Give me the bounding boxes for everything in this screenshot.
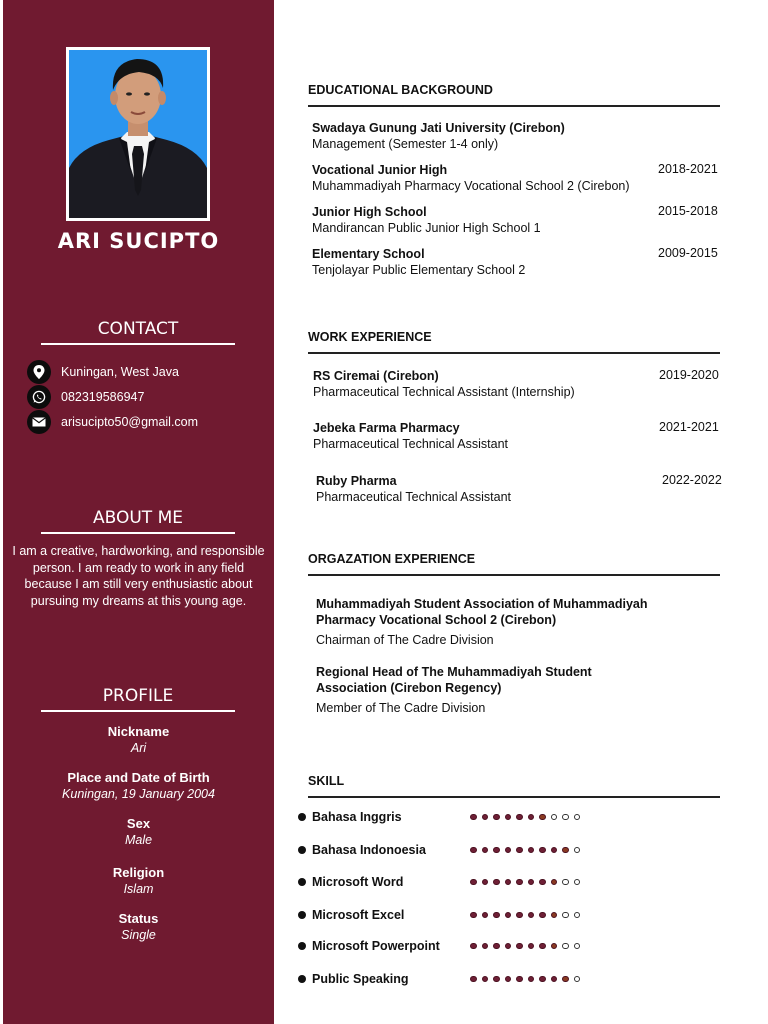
entry-title: Vocational Junior High bbox=[312, 163, 448, 177]
bullet-icon bbox=[298, 942, 306, 950]
work-entry bbox=[316, 473, 736, 506]
skill-heading: SKILL bbox=[308, 774, 720, 798]
profile-nickname bbox=[3, 724, 274, 755]
contact-phone bbox=[27, 385, 144, 409]
rating-dot-empty bbox=[574, 912, 581, 919]
entry-detail: Pharmaceutical Technical Assistant bbox=[313, 437, 509, 451]
rating-dot-filled bbox=[470, 879, 477, 886]
about-text: I am a creative, hardworking, and responsible person. I am ready to work in any field because I am still very enthusiastic about pursuing my dreams at this young age. bbox=[12, 544, 265, 608]
entry-detail: Pharmaceutical Technical Assistant bbox=[316, 490, 512, 504]
skill-rating bbox=[470, 842, 580, 858]
rating-dot-filled bbox=[493, 814, 500, 821]
entry-title: RS Ciremai (Cirebon) bbox=[313, 369, 439, 383]
work-heading: WORK EXPERIENCE bbox=[308, 330, 720, 354]
entry-title: Swadaya Gunung Jati University (Cirebon) bbox=[312, 121, 565, 135]
skill-rating bbox=[470, 907, 580, 923]
bullet-icon bbox=[298, 911, 306, 919]
skill-rating bbox=[470, 874, 580, 890]
bullet-icon bbox=[298, 813, 306, 821]
bullet-icon bbox=[298, 975, 306, 983]
profile-label: Place and Date of Birth bbox=[67, 770, 210, 785]
rating-dot-filled bbox=[539, 943, 546, 950]
skill-row bbox=[298, 938, 440, 954]
rating-dot-empty bbox=[562, 912, 569, 919]
organization-entry bbox=[316, 596, 736, 649]
rating-dot-filled bbox=[539, 912, 546, 919]
skill-name: Bahasa Indonoesia bbox=[312, 843, 426, 857]
mail-icon bbox=[27, 410, 51, 434]
profile-value: Ari bbox=[130, 741, 147, 755]
entry-years: 2021-2021 bbox=[659, 420, 719, 434]
rating-dot-empty bbox=[574, 847, 581, 854]
contact-heading: CONTACT bbox=[41, 319, 235, 345]
rating-dot-filled bbox=[539, 847, 546, 854]
rating-dot-filled bbox=[528, 912, 535, 919]
entry-title: Elementary School bbox=[312, 247, 425, 261]
skill-row bbox=[298, 842, 426, 858]
rating-dot-filled bbox=[470, 912, 477, 919]
rating-dot-filled bbox=[505, 814, 512, 821]
education-entry bbox=[312, 204, 732, 237]
profile-value: Kuningan, 19 January 2004 bbox=[62, 787, 215, 801]
contact-phone-text: 082319586947 bbox=[61, 390, 145, 404]
person-name: ARI SUCIPTO bbox=[57, 229, 220, 253]
entry-detail: Management (Semester 1-4 only) bbox=[312, 137, 499, 151]
rating-dot-filled bbox=[528, 976, 535, 983]
organization-heading: ORGAZATION EXPERIENCE bbox=[308, 552, 720, 576]
skill-row bbox=[298, 874, 403, 890]
education-heading: EDUCATIONAL BACKGROUND bbox=[308, 83, 720, 107]
whatsapp-icon bbox=[27, 385, 51, 409]
entry-title-line2: Association (Cirebon Regency) bbox=[316, 681, 502, 695]
entry-years: 2009-2015 bbox=[658, 246, 718, 260]
rating-dot-filled bbox=[539, 879, 546, 886]
rating-dot-filled bbox=[516, 912, 523, 919]
portrait-image bbox=[69, 50, 207, 218]
rating-dot-empty bbox=[574, 943, 581, 950]
education-entry bbox=[312, 246, 732, 279]
rating-dot-filled bbox=[516, 943, 523, 950]
bullet-icon bbox=[298, 878, 306, 886]
entry-years: 2022-2022 bbox=[662, 473, 722, 487]
skill-row bbox=[298, 971, 409, 987]
profile-value: Single bbox=[121, 928, 156, 942]
entry-detail: Member of The Cadre Division bbox=[316, 701, 486, 715]
rating-dot-filled bbox=[493, 879, 500, 886]
organization-entry bbox=[316, 664, 736, 717]
profile-status bbox=[3, 911, 274, 942]
contact-email bbox=[27, 410, 198, 434]
entry-title-line1: Muhammadiyah Student Association of Muhammadiyah bbox=[316, 597, 648, 611]
entry-detail: Pharmaceutical Technical Assistant (Internship) bbox=[313, 385, 575, 399]
sidebar bbox=[3, 0, 274, 1024]
rating-dot-filled bbox=[470, 814, 477, 821]
rating-dot-filled bbox=[482, 976, 489, 983]
profile-heading: PROFILE bbox=[41, 686, 235, 712]
skill-name: Microsoft Word bbox=[312, 875, 404, 889]
rating-dot-filled bbox=[482, 943, 489, 950]
contact-email-text: arisucipto50@gmail.com bbox=[61, 415, 199, 429]
rating-dot-filled bbox=[516, 879, 523, 886]
skill-name: Microsoft Excel bbox=[312, 908, 405, 922]
rating-dot-filled bbox=[562, 847, 569, 854]
rating-dot-filled bbox=[516, 976, 523, 983]
location-pin-icon bbox=[27, 360, 51, 384]
profile-label: Status bbox=[118, 911, 159, 926]
rating-dot-empty bbox=[574, 976, 581, 983]
about-heading: ABOUT ME bbox=[41, 508, 235, 534]
skill-name: Public Speaking bbox=[312, 972, 409, 986]
rating-dot-filled bbox=[516, 847, 523, 854]
rating-dot-empty bbox=[562, 943, 569, 950]
entry-title-line1: Regional Head of The Muhammadiyah Student bbox=[316, 665, 592, 679]
profile-birth bbox=[3, 770, 274, 801]
entry-title-line2: Pharmacy Vocational School 2 (Cirebon) bbox=[316, 613, 557, 627]
education-entry bbox=[312, 120, 732, 153]
rating-dot-filled bbox=[528, 943, 535, 950]
profile-label: Nickname bbox=[107, 724, 170, 739]
skill-name: Bahasa Inggris bbox=[312, 810, 402, 824]
rating-dot-filled bbox=[482, 879, 489, 886]
rating-dot-filled bbox=[505, 912, 512, 919]
entry-detail: Mandirancan Public Junior High School 1 bbox=[312, 221, 541, 235]
profile-label: Religion bbox=[112, 865, 165, 880]
education-entry bbox=[312, 162, 732, 195]
rating-dot-filled bbox=[505, 943, 512, 950]
rating-dot-empty bbox=[562, 879, 569, 886]
entry-years: 2015-2018 bbox=[658, 204, 718, 218]
entry-years: 2019-2020 bbox=[659, 368, 719, 382]
rating-dot-filled bbox=[562, 976, 569, 983]
profile-photo bbox=[66, 47, 210, 221]
rating-dot-filled bbox=[482, 814, 489, 821]
rating-dot-filled bbox=[493, 943, 500, 950]
rating-dot-filled bbox=[493, 847, 500, 854]
rating-dot-empty bbox=[562, 814, 569, 821]
rating-dot-filled bbox=[470, 976, 477, 983]
rating-dot-empty bbox=[551, 814, 558, 821]
skill-row bbox=[298, 907, 404, 923]
entry-title: Jebeka Farma Pharmacy bbox=[313, 421, 460, 435]
rating-dot-filled bbox=[551, 879, 558, 886]
profile-value: Islam bbox=[123, 882, 154, 896]
rating-dot-filled bbox=[505, 847, 512, 854]
work-entry bbox=[313, 420, 733, 453]
rating-dot-filled bbox=[528, 847, 535, 854]
entry-years: 2018-2021 bbox=[658, 162, 718, 176]
rating-dot-filled bbox=[470, 943, 477, 950]
profile-value: Male bbox=[124, 833, 153, 847]
skill-rating bbox=[470, 971, 580, 987]
rating-dot-filled bbox=[551, 847, 558, 854]
rating-dot-filled bbox=[551, 943, 558, 950]
rating-dot-filled bbox=[528, 814, 535, 821]
profile-religion bbox=[3, 865, 274, 896]
rating-dot-filled bbox=[482, 912, 489, 919]
profile-label: Sex bbox=[126, 816, 151, 831]
contact-location-text: Kuningan, West Java bbox=[61, 365, 179, 379]
skill-rating bbox=[470, 809, 580, 825]
rating-dot-filled bbox=[470, 847, 477, 854]
skill-name: Microsoft Powerpoint bbox=[312, 939, 440, 953]
entry-title: Ruby Pharma bbox=[316, 474, 397, 488]
work-entry bbox=[313, 368, 733, 401]
rating-dot-filled bbox=[505, 976, 512, 983]
rating-dot-filled bbox=[505, 879, 512, 886]
rating-dot-filled bbox=[516, 814, 523, 821]
skill-row bbox=[298, 809, 402, 825]
entry-title: Junior High School bbox=[312, 205, 427, 219]
rating-dot-filled bbox=[551, 976, 558, 983]
entry-detail: Chairman of The Cadre Division bbox=[316, 633, 494, 647]
entry-detail: Tenjolayar Public Elementary School 2 bbox=[312, 263, 526, 277]
contact-location bbox=[27, 360, 179, 384]
rating-dot-filled bbox=[539, 976, 546, 983]
profile-sex bbox=[3, 816, 274, 847]
skill-rating bbox=[470, 938, 580, 954]
rating-dot-empty bbox=[574, 879, 581, 886]
entry-detail: Muhammadiyah Pharmacy Vocational School 2 (Cirebon) bbox=[312, 179, 630, 193]
rating-dot-empty bbox=[574, 814, 581, 821]
rating-dot-filled bbox=[528, 879, 535, 886]
rating-dot-filled bbox=[482, 847, 489, 854]
rating-dot-filled bbox=[493, 976, 500, 983]
bullet-icon bbox=[298, 846, 306, 854]
rating-dot-filled bbox=[551, 912, 558, 919]
rating-dot-filled bbox=[493, 912, 500, 919]
rating-dot-filled bbox=[539, 814, 546, 821]
portrait-illustration bbox=[69, 50, 207, 218]
